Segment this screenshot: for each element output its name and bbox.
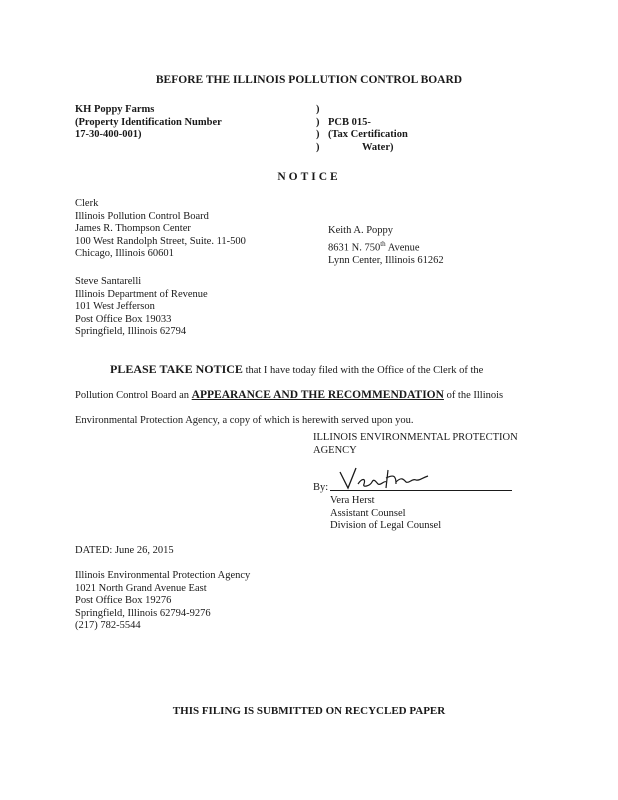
- notice-emphasis: APPEARANCE AND THE RECOMMENDATION: [191, 389, 444, 401]
- address-line: Chicago, Illinois 60601: [75, 248, 174, 259]
- caption-row: [316, 104, 408, 117]
- caption-paren: ): [316, 129, 320, 140]
- document-title: BEFORE THE ILLINOIS POLLUTION CONTROL BOARD: [155, 74, 463, 86]
- caption-paren: ): [316, 141, 320, 153]
- signer-block: [330, 495, 441, 533]
- caption-line: (Property Identification Number: [75, 116, 222, 128]
- address-line: Springfield, Illinois 62794: [75, 326, 187, 337]
- dated-line: DATED: June 26, 2015: [75, 545, 174, 556]
- address-line: Illinois Environmental Protection Agency: [75, 570, 251, 581]
- caption-row: [316, 142, 408, 155]
- santarelli-address: [75, 276, 208, 339]
- poppy-address: [328, 225, 444, 267]
- by-label: By:: [313, 482, 329, 493]
- address-line: Springfield, Illinois 62794-9276: [75, 607, 211, 619]
- address-line: 8631 N. 750th Avenue: [328, 239, 420, 253]
- agency-block: [313, 432, 518, 457]
- agency-line: AGENCY: [313, 444, 357, 456]
- signer-line: Assistant Counsel: [330, 507, 406, 519]
- caption-party: [75, 104, 222, 142]
- caption-line: 17-30-400-001): [75, 129, 142, 140]
- caption-row: [316, 117, 408, 130]
- caption-paren: ): [316, 116, 320, 128]
- clerk-address: [75, 198, 246, 261]
- caption-line: KH Poppy Farms: [75, 104, 155, 115]
- address-line: Illinois Department of Revenue: [75, 288, 208, 300]
- address-line: Post Office Box 19276: [75, 595, 172, 606]
- caption-docket: [316, 104, 408, 154]
- caption-text: Water): [362, 141, 394, 153]
- notice-line: PLEASE TAKE NOTICE that I have today filed with the Office of the Clerk of the: [110, 362, 484, 376]
- signature-line: [330, 490, 512, 491]
- address-line: (217) 782-5544: [75, 620, 141, 631]
- address-line: 101 West Jefferson: [75, 301, 155, 312]
- notice-body: [75, 357, 545, 433]
- notice-line: Environmental Protection Agency, a copy of which is herewith served upon you.: [75, 415, 414, 426]
- address-line: Keith A. Poppy: [328, 225, 394, 236]
- address-line: Clerk: [75, 198, 99, 209]
- caption-text: PCB 015-: [328, 116, 371, 128]
- address-line: 1021 North Grand Avenue East: [75, 582, 207, 594]
- caption-paren: ): [316, 104, 320, 115]
- agency-line: ILLINOIS ENVIRONMENTAL PROTECTION: [313, 432, 518, 443]
- notice-line: Pollution Control Board an APPEARANCE AND THE RECOMMENDATION of the Illinois: [75, 389, 504, 401]
- address-line: Post Office Box 19033: [75, 313, 172, 325]
- notice-lead: PLEASE TAKE NOTICE: [110, 362, 243, 376]
- iepa-address: [75, 570, 250, 633]
- caption-row: [316, 129, 408, 142]
- signer-line: Vera Herst: [330, 495, 375, 506]
- signer-line: Division of Legal Counsel: [330, 520, 442, 531]
- notice-heading: NOTICE: [277, 171, 341, 183]
- address-line: Steve Santarelli: [75, 276, 142, 287]
- address-line: 100 West Randolph Street, Suite. 11-500: [75, 235, 246, 247]
- address-line: James R. Thompson Center: [75, 223, 191, 234]
- recycled-paper-footer: THIS FILING IS SUBMITTED ON RECYCLED PAPER: [172, 705, 446, 717]
- handwritten-signature: [336, 466, 436, 492]
- address-line: Illinois Pollution Control Board: [75, 210, 209, 222]
- address-line: Lynn Center, Illinois 61262: [328, 254, 444, 266]
- caption-text: (Tax Certification: [328, 129, 408, 140]
